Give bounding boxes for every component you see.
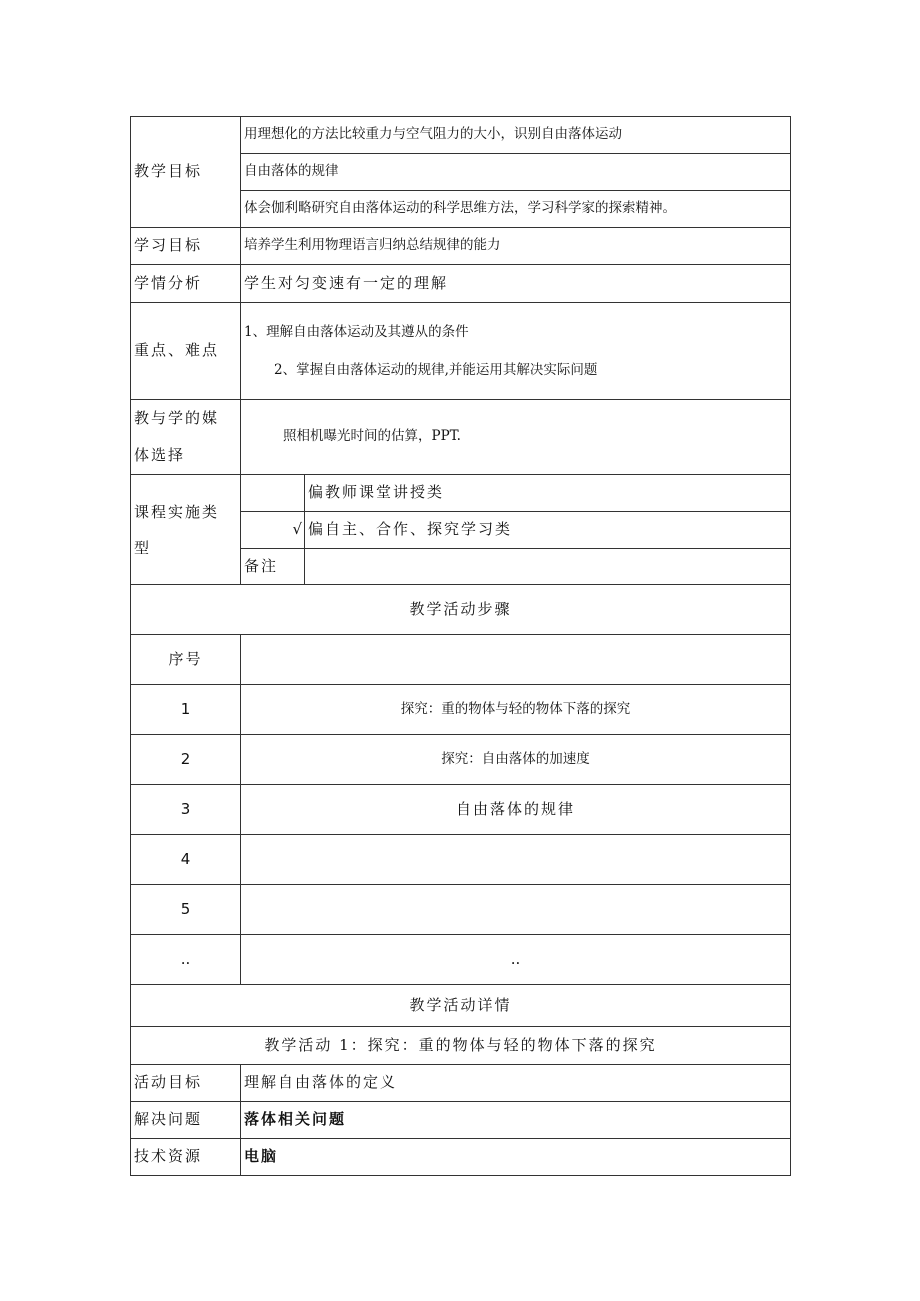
- step-text-1: 探究：重的物体与轻的物体下落的探究: [241, 685, 791, 735]
- step-no-3: 3: [131, 785, 241, 835]
- media-row: [131, 400, 791, 475]
- step-no-6: ..: [131, 935, 241, 985]
- step-row-4: [131, 835, 791, 885]
- detail-value-2: 落体相关问题: [241, 1102, 791, 1139]
- step-row-1: [131, 685, 791, 735]
- details-header-row: [131, 985, 791, 1027]
- analysis-value: 学生对匀变速有一定的理解: [241, 265, 791, 303]
- goal-item-2: 自由落体的规律: [241, 154, 791, 191]
- step-row-3: [131, 785, 791, 835]
- course-type-mark-2: √: [241, 512, 305, 549]
- activity-title-row: [131, 1027, 791, 1065]
- step-no-1: 1: [131, 685, 241, 735]
- steps-header: 教学活动步骤: [131, 585, 791, 635]
- course-type-label: [131, 475, 241, 585]
- course-type-label-line2: 型: [134, 538, 152, 557]
- goals-label: 教学目标: [131, 117, 241, 228]
- detail-label-2: 解决问题: [131, 1102, 241, 1139]
- steps-col-header-row: [131, 635, 791, 685]
- lesson-plan-table: [130, 116, 791, 1176]
- step-text-4: [241, 835, 791, 885]
- goals-row-1: [131, 117, 791, 154]
- course-type-mark-1: [241, 475, 305, 512]
- course-type-note-value: [305, 549, 791, 585]
- course-type-note-label: 备注: [241, 549, 305, 585]
- step-text-5: [241, 885, 791, 935]
- detail-value-3: 电脑: [241, 1139, 791, 1176]
- details-header: 教学活动详情: [131, 985, 791, 1027]
- key-points-cell: [241, 303, 791, 400]
- lesson-plan-sheet: [130, 116, 790, 1176]
- course-type-option-2: 偏自主、合作、探究学习类: [305, 512, 791, 549]
- goal-item-1: 用理想化的方法比较重力与空气阻力的大小，识别自由落体运动: [241, 117, 791, 154]
- course-type-label-line1: 课程实施类: [134, 502, 220, 521]
- media-label: [131, 400, 241, 475]
- step-no-2: 2: [131, 735, 241, 785]
- step-row-6: [131, 935, 791, 985]
- step-text-3: 自由落体的规律: [241, 785, 791, 835]
- goal-item-3: 体会伽利略研究自由落体运动的科学思维方法，学习科学家的探索精神。: [241, 191, 791, 228]
- activity-title: 教学活动 1：探究：重的物体与轻的物体下落的探究: [131, 1027, 791, 1065]
- learning-goal-value: 培养学生利用物理语言归纳总结规律的能力: [241, 228, 791, 265]
- analysis-row: [131, 265, 791, 303]
- detail-label-3: 技术资源: [131, 1139, 241, 1176]
- step-text-2: 探究：自由落体的加速度: [241, 735, 791, 785]
- key-points-row: [131, 303, 791, 400]
- key-points-label: 重点、难点: [131, 303, 241, 400]
- step-text-6: ..: [241, 935, 791, 985]
- media-label-line2: 体选择: [134, 446, 186, 464]
- key-point-1: 1、理解自由落体运动及其遵从的条件: [244, 324, 469, 341]
- analysis-label: 学情分析: [131, 265, 241, 303]
- steps-header-row: [131, 585, 791, 635]
- steps-col-no: 序号: [131, 635, 241, 685]
- course-type-row-1: [131, 475, 791, 512]
- steps-col-content: [241, 635, 791, 685]
- media-label-line1: 教与学的媒: [134, 409, 220, 427]
- detail-row-1: [131, 1065, 791, 1102]
- detail-row-2: [131, 1102, 791, 1139]
- detail-label-1: 活动目标: [131, 1065, 241, 1102]
- key-point-2: 2、掌握自由落体运动的规律,并能运用其解决实际问题: [274, 362, 598, 378]
- learning-goal-row: [131, 228, 791, 265]
- course-type-option-1: 偏教师课堂讲授类: [305, 475, 791, 512]
- step-no-4: 4: [131, 835, 241, 885]
- media-value: 照相机曝光时间的估算，PPT.: [241, 400, 791, 475]
- detail-row-3: [131, 1139, 791, 1176]
- step-row-2: [131, 735, 791, 785]
- step-no-5: 5: [131, 885, 241, 935]
- step-row-5: [131, 885, 791, 935]
- detail-value-1: 理解自由落体的定义: [241, 1065, 791, 1102]
- learning-goal-label: 学习目标: [131, 228, 241, 265]
